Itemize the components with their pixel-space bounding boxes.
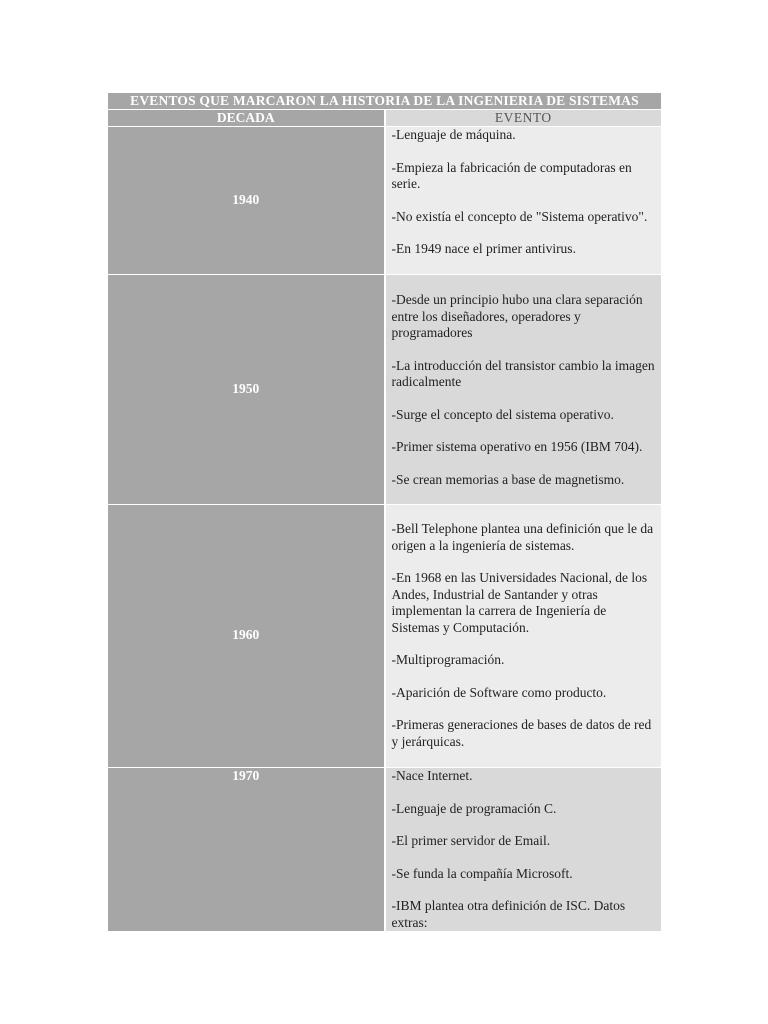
event-item: -Lenguaje de programación C. bbox=[391, 800, 557, 816]
event-cell bbox=[385, 275, 662, 505]
event-item: -Nace Internet. bbox=[391, 768, 473, 783]
table-row bbox=[108, 768, 661, 932]
decade-label: 1960 bbox=[232, 627, 260, 642]
decade-cell bbox=[108, 275, 385, 505]
table-row bbox=[108, 505, 661, 768]
column-header-decada: DECADA bbox=[108, 110, 385, 127]
event-item: -Se crean memorias a base de magnetismo. bbox=[391, 471, 625, 487]
decade-cell bbox=[108, 127, 385, 275]
event-item: -La introducción del transistor cambio la imagen radicalmente bbox=[391, 357, 655, 389]
event-item: -Multiprogramación. bbox=[391, 652, 505, 667]
decade-label: 1970 bbox=[232, 768, 260, 783]
event-item: -Bell Telephone plantea una definición que le da origen a la ingeniería de sistemas. bbox=[391, 521, 654, 553]
event-item: -Lenguaje de máquina. bbox=[391, 127, 516, 142]
event-item: -No existía el concepto de "Sistema operativo". bbox=[391, 208, 648, 224]
decade-cell bbox=[108, 505, 385, 768]
table-row bbox=[108, 275, 661, 505]
event-cell bbox=[385, 768, 662, 932]
event-cell bbox=[385, 127, 662, 275]
event-item: -Surge el concepto del sistema operativo. bbox=[391, 406, 614, 422]
table-title: EVENTOS QUE MARCARON LA HISTORIA DE LA INGENIERIA DE SISTEMAS bbox=[108, 93, 661, 110]
event-item: -Desde un principio hubo una clara separación entre los diseñadores, operadores y programadores bbox=[391, 292, 643, 340]
event-item: -IBM plantea otra definición de ISC. Datos extras: bbox=[391, 898, 626, 930]
decade-cell bbox=[108, 768, 385, 932]
event-item: -En 1968 en las Universidades Nacional, de los Andes, Industrial de Santander y otras implementan la carrera de Ingeniería de Sistemas y Computación. bbox=[391, 570, 648, 635]
event-item: -Aparición de Software como producto. bbox=[391, 684, 607, 700]
history-table bbox=[108, 93, 661, 931]
event-item: -El primer servidor de Email. bbox=[391, 833, 551, 848]
event-item: -Primer sistema operativo en 1956 (IBM 704). bbox=[391, 439, 643, 454]
event-item: -Primeras generaciones de bases de datos de red y jerárquicas. bbox=[391, 717, 652, 749]
column-header-evento: EVENTO bbox=[385, 110, 662, 127]
decade-label: 1940 bbox=[232, 192, 260, 207]
decade-label: 1950 bbox=[232, 381, 260, 396]
table-row bbox=[108, 127, 661, 275]
event-item: -Se funda la compañía Microsoft. bbox=[391, 865, 573, 881]
event-item: -Empieza la fabricación de computadoras en serie. bbox=[391, 159, 632, 191]
event-cell bbox=[385, 505, 662, 768]
event-item: -En 1949 nace el primer antivirus. bbox=[391, 241, 576, 256]
